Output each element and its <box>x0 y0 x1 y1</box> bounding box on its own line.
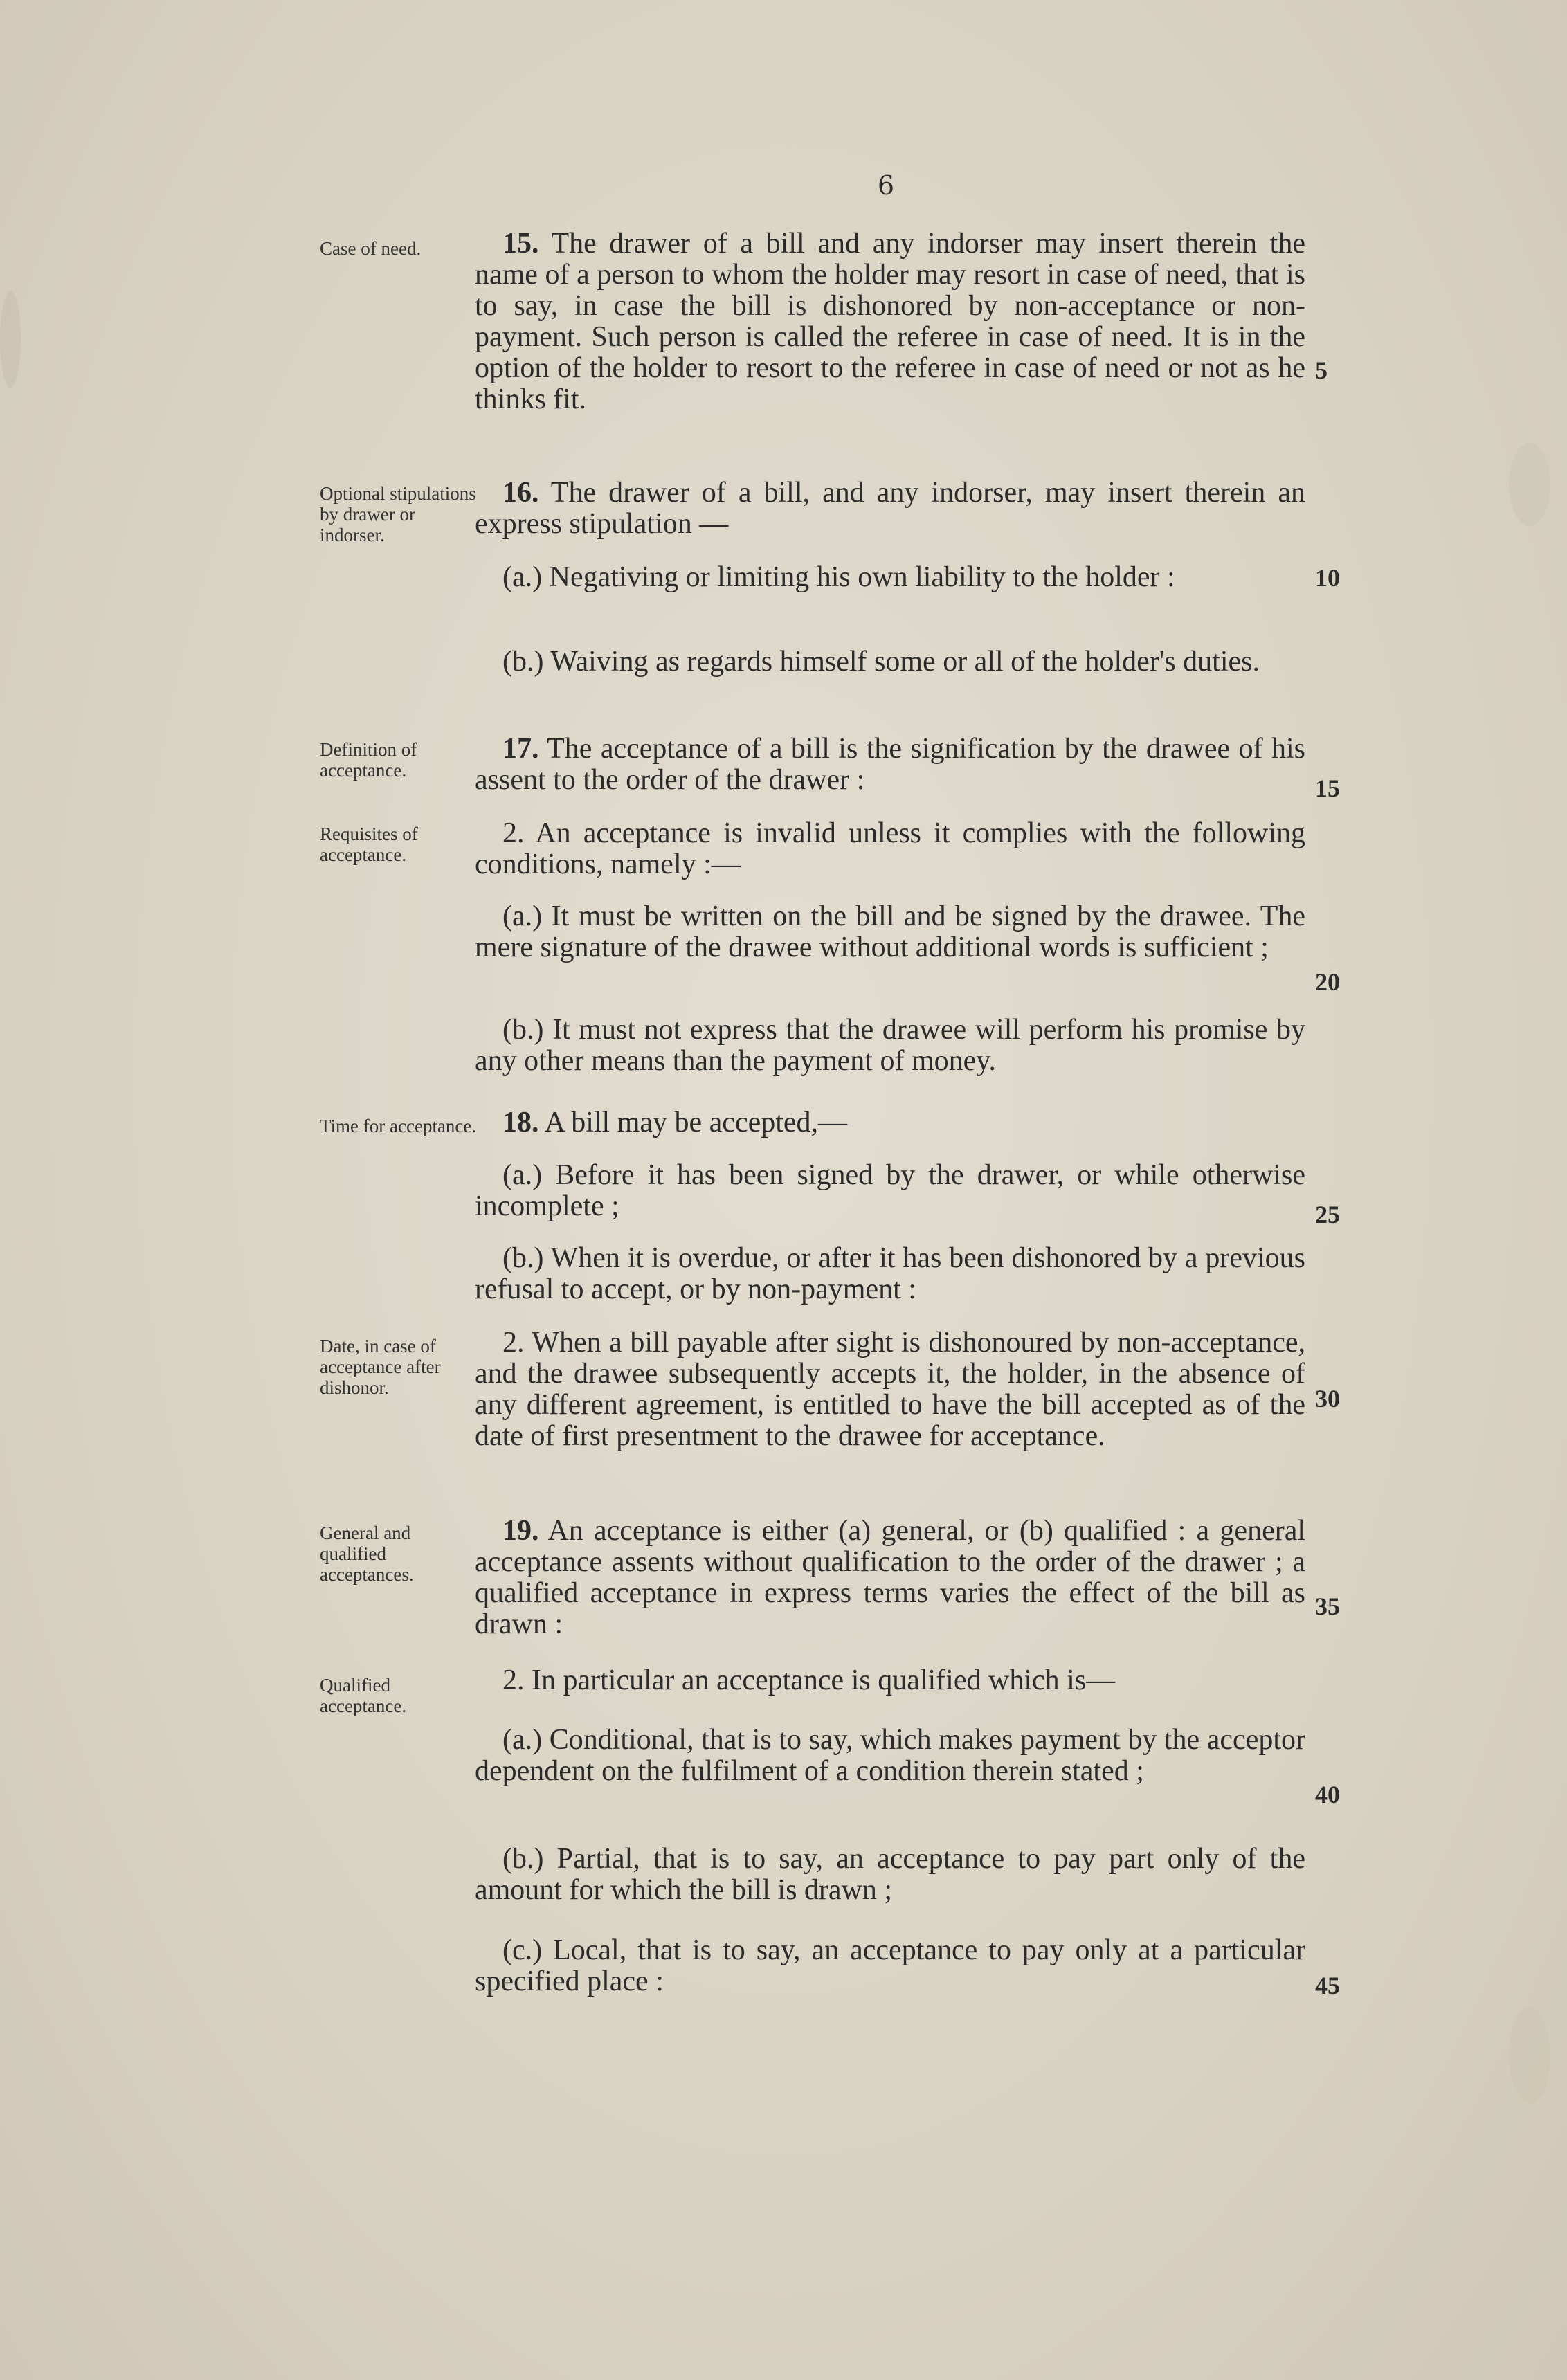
section-15-text <box>475 228 1305 415</box>
margin-note-definition-of-acceptance: Definition of acceptance. <box>320 739 417 781</box>
page-number: 6 <box>877 170 895 201</box>
section-body: An acceptance is either (a) general, or (b) qualified : a general acceptance assents without qualification to the order of the drawer ; a qualified acceptance in express terms varies the effect of the bill as drawn : <box>475 1515 1306 1640</box>
section-18-clause-b: (b.) When it is overdue, or after it has been dishonored by a previous refusal to accept, or by non-payment : <box>475 1242 1305 1305</box>
line-number: 35 <box>1315 1592 1340 1620</box>
section-body: The drawer of a bill, and any indorser, may insert therein an express stipulation — <box>475 477 1305 540</box>
paper-stain <box>1509 443 1550 526</box>
section-16-text <box>475 478 1305 540</box>
section-16-clause-a: (a.) Negativing or limiting his own liability to the holder : <box>502 561 1175 593</box>
section-17-clause-a: (a.) It must be written on the bill and be signed by the drawee. The mere signature of the drawee without additional words is sufficient ; <box>475 900 1305 963</box>
section-18-clause-a: (a.) Before it has been signed by the drawer, or while otherwise incomplete ; <box>475 1159 1305 1222</box>
section-18-para-2: 2. When a bill payable after sight is dishonoured by non-acceptance, and the drawee subsequently accepts it, the holder, in the absence of any different agreement, is entitled to have the bill accepted as of the date of first presentment to the drawee for acceptance. <box>475 1327 1305 1452</box>
section-number: 15. <box>502 228 539 260</box>
section-body: The drawer of a bill and any indorser may insert therein the name of a person to whom the holder may resort in case of need, that is to say, in case the bill is dishonored by non-acceptance or non-payment. Such person is called the referee in case of need. It is in the option of the holder to resort to the referee in case of need or not as he thinks fit. <box>475 228 1305 415</box>
paper-stain <box>0 291 21 388</box>
line-number: 30 <box>1315 1385 1340 1412</box>
section-17-text <box>475 734 1305 796</box>
section-number: 19. <box>502 1515 539 1547</box>
line-number: 5 <box>1315 356 1328 384</box>
section-number: 16. <box>502 477 539 509</box>
margin-note-general-and-qualified: General and qualified acceptances. <box>320 1523 414 1585</box>
section-19-clause-c: (c.) Local, that is to say, an acceptance to pay only at a particular specified place : <box>475 1934 1305 1997</box>
section-19-text <box>475 1516 1305 1640</box>
section-17-para-2: 2. An acceptance is invalid unless it complies with the following conditions, namely :— <box>475 817 1305 880</box>
section-body: The acceptance of a bill is the signification by the drawee of his assent to the order of the drawer : <box>475 733 1305 796</box>
margin-note-qualified-acceptance: Qualified acceptance. <box>320 1675 407 1716</box>
section-17-clause-b: (b.) It must not express that the drawee will perform his promise by any other means than the payment of money. <box>475 1014 1305 1077</box>
line-number: 20 <box>1315 968 1340 996</box>
section-19-clause-b: (b.) Partial, that is to say, an acceptance to pay part only of the amount for which the bill is drawn ; <box>475 1843 1305 1906</box>
line-number: 40 <box>1315 1781 1340 1808</box>
margin-note-time-for-acceptance: Time for acceptance. <box>320 1116 477 1136</box>
section-19-para-2: 2. In particular an acceptance is qualified which is— <box>502 1664 1116 1696</box>
section-number: 18. <box>502 1107 539 1138</box>
line-number: 25 <box>1315 1201 1340 1228</box>
section-19-clause-a: (a.) Conditional, that is to say, which makes payment by the acceptor dependent on the fulfilment of a condition therein stated ; <box>475 1724 1305 1787</box>
margin-note-requisites-of-acceptance: Requisites of acceptance. <box>320 824 418 865</box>
margin-note-optional-stipulations: Optional stipulations by drawer or indorser. <box>320 483 476 545</box>
margin-note-date-in-case: Date, in case of acceptance after dishonor. <box>320 1336 441 1398</box>
section-18-text <box>475 1107 1305 1138</box>
section-body: A bill may be accepted,— <box>544 1107 848 1138</box>
paper-stain <box>1509 2007 1550 2104</box>
margin-note-case-of-need: Case of need. <box>320 238 422 259</box>
line-number: 45 <box>1315 1972 1340 1999</box>
section-number: 17. <box>502 733 539 765</box>
line-number: 10 <box>1315 564 1340 592</box>
line-number: 15 <box>1315 774 1340 802</box>
section-16-clause-b: (b.) Waiving as regards himself some or all of the holder's duties. <box>502 646 1260 678</box>
